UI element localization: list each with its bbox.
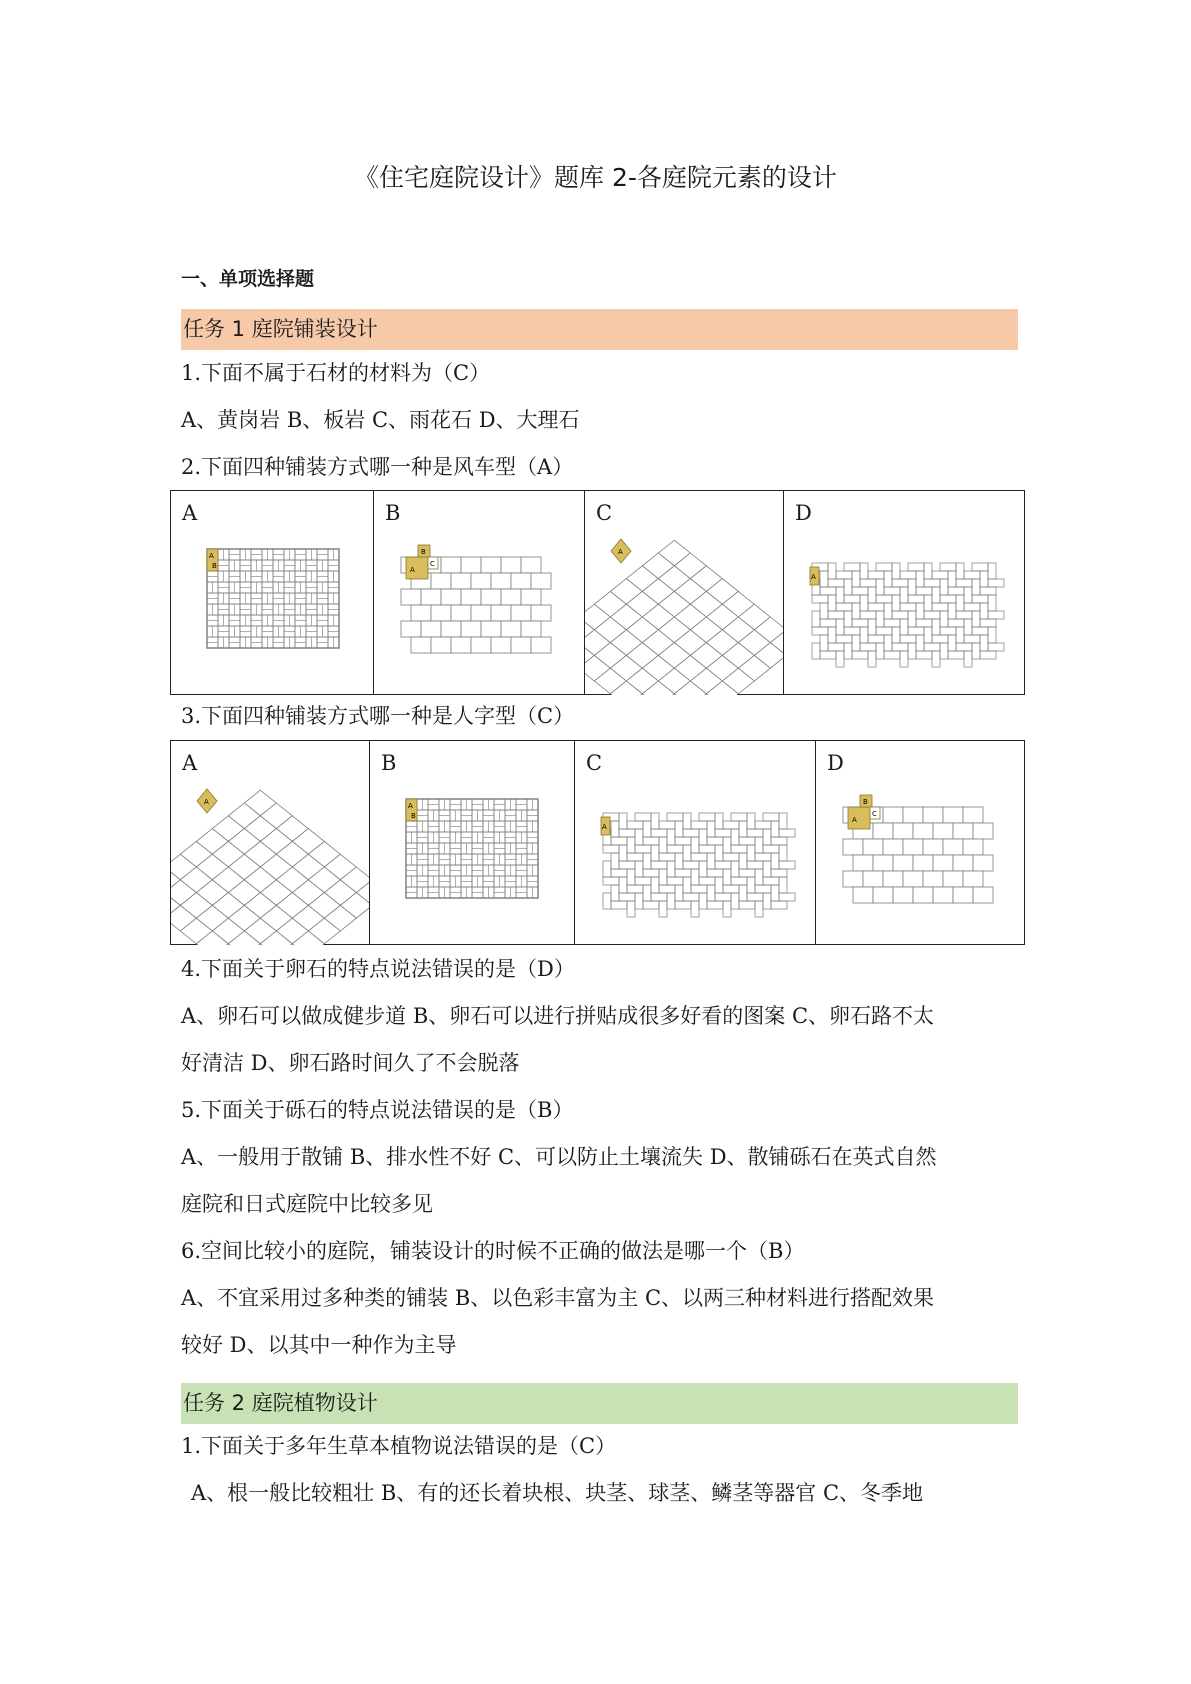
svg-text:A: A <box>408 802 413 810</box>
task2-question-1: 1.下面关于多年生草本植物说法错误的是（C） <box>181 1434 617 1458</box>
question-4-options-line-2: 好清洁 D、卵石路时间久了不会脱落 <box>181 1051 520 1075</box>
svg-text:C: C <box>872 810 877 818</box>
option-letter: B <box>385 501 401 525</box>
pinwheel-pattern-figure <box>374 491 584 695</box>
svg-text:B: B <box>421 548 426 556</box>
option-letter: C <box>596 501 613 525</box>
option-cell-b <box>370 741 575 945</box>
task-1-heading: 任务 1 庭院铺装设计 <box>181 309 1018 350</box>
option-cell-c <box>585 491 784 695</box>
svg-text:A: A <box>811 573 816 581</box>
weave-pattern-figure <box>370 741 574 945</box>
task2-question-1-options: A、根一般比较粗壮 B、有的还长着块根、块茎、球茎、鳞茎等器官 C、冬季地 <box>191 1481 924 1505</box>
option-cell-a <box>171 741 370 945</box>
svg-text:A: A <box>602 823 607 831</box>
question-6-options-line-1: A、不宜采用过多种类的铺装 B、以色彩丰富为主 C、以两三种材料进行搭配效果 <box>181 1286 935 1310</box>
options-table-q2 <box>170 490 1025 695</box>
option-cell-b <box>374 491 585 695</box>
question-4-options-line-1: A、卵石可以做成健步道 B、卵石可以进行拼贴成很多好看的图案 C、卵石路不太 <box>181 1004 935 1028</box>
svg-text:A: A <box>204 798 209 806</box>
question-3: 3.下面四种铺装方式哪一种是人字型（C） <box>181 704 575 728</box>
question-5-options-line-2: 庭院和日式庭院中比较多见 <box>181 1192 433 1216</box>
section-heading: 一、单项选择题 <box>181 268 315 290</box>
document-title: 《住宅庭院设计》题库 2-各庭院元素的设计 <box>354 163 837 192</box>
weave-pattern-figure <box>171 491 373 695</box>
option-cell-d <box>784 491 1025 695</box>
question-5: 5.下面关于砾石的特点说法错误的是（B） <box>181 1098 574 1122</box>
task-2-heading: 任务 2 庭院植物设计 <box>181 1383 1018 1424</box>
herringbone-pattern-figure <box>784 491 1024 695</box>
option-cell-a <box>171 491 374 695</box>
svg-text:A: A <box>618 548 623 556</box>
question-2: 2.下面四种铺装方式哪一种是风车型（A） <box>181 455 574 479</box>
option-letter: B <box>381 751 397 775</box>
svg-text:A: A <box>852 816 857 824</box>
svg-text:A: A <box>410 566 415 574</box>
option-cell-d <box>816 741 1025 945</box>
svg-text:B: B <box>212 562 217 570</box>
question-4: 4.下面关于卵石的特点说法错误的是（D） <box>181 957 575 981</box>
question-1-options: A、黄岗岩 B、板岩 C、雨花石 D、大理石 <box>181 408 580 432</box>
options-table-q3 <box>170 740 1025 945</box>
diamond-pattern-figure <box>171 741 369 945</box>
option-letter: D <box>827 751 844 775</box>
svg-text:B: B <box>863 798 868 806</box>
option-cell-c <box>575 741 816 945</box>
option-letter: A <box>182 751 198 775</box>
question-5-options-line-1: A、一般用于散铺 B、排水性不好 C、可以防止土壤流失 D、散铺砾石在英式自然 <box>181 1145 937 1169</box>
herringbone-pattern-figure <box>575 741 815 945</box>
svg-text:A: A <box>209 552 214 560</box>
option-letter: C <box>586 751 603 775</box>
svg-text:B: B <box>411 812 416 820</box>
svg-text:C: C <box>430 560 435 568</box>
question-6: 6.空间比较小的庭院，铺装设计的时候不正确的做法是哪一个（B） <box>181 1239 805 1263</box>
pinwheel-pattern-figure <box>816 741 1024 945</box>
question-6-options-line-2: 较好 D、以其中一种作为主导 <box>181 1333 457 1357</box>
option-letter: A <box>182 501 198 525</box>
diamond-pattern-figure <box>585 491 783 695</box>
option-letter: D <box>795 501 812 525</box>
question-1: 1.下面不属于石材的材料为（C） <box>181 361 491 385</box>
